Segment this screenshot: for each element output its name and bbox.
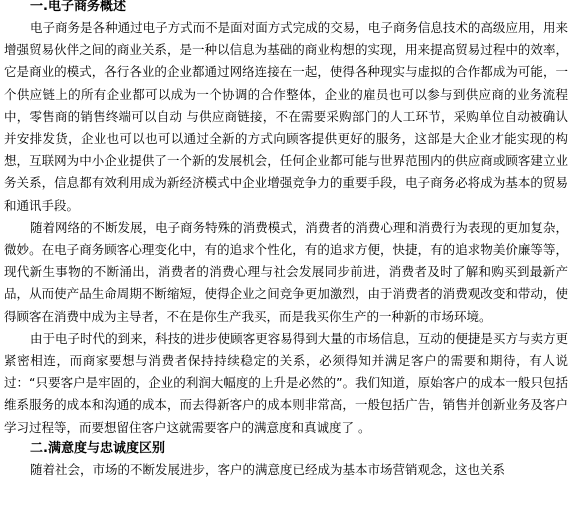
paragraph-customer-retention: 由于电子时代的到来，科技的进步使顾客更容易得到大量的市场信息，互动的便捷是买方与卖方更紧密相连，而商家要想与消费者保持持续稳定的关系，必须得知并满足客户的需要和期待，有人说过：“只要客户是牢固的，企业的利润大幅度的上升是必然的”。我们知道，原始客户的成本一般只包括维系服务的成本和沟通的成本，而去得新客户的成本则非常高，一般包括广告，销售并创新业务及客户学习过程等，而要想留住客户这就需要客户的满意度和真诚度了 。 xyxy=(4,330,568,435)
paragraph-ecommerce-definition: 电子商务是各种通过电子方式而不是面对面方式完成的交易，电子商务信息技术的高级应用，用来增强贸易伙伴之间的商业关系，是一种以信息为基础的商业构想的实现，用来提高贸易过程中的效率，它是商业的模式，各行各业的企业都通过网络连接在一起，使得各种现实与虚拟的合作都成为可能，一个供应链上的所有企业都可以成为一个协调的合作整体，企业的雇员也可以参与到供应商的业务流程中，零售商的销售终端可以自动 与供应商链接，不在需要采购部门的人工环节，采购单位自动被确认并安排发货，企业也可以也可以通过全新的方式向顾客提供更好的服务，这部是大企业才能实现的构想，互联网为中小企业提供了一个新的发展机会，任何企业都可能与世界范围内的供应商或顾客建立业务关系，信息都有效利用成为新经济模式中企业增强竞争力的重要手段，电子商务必将成为基本的贸易和通讯手段。 xyxy=(4,20,568,213)
paragraph-consumer-behavior: 随着网络的不断发展，电子商务特殊的消费模式，消费者的消费心理和消费行为表现的更加复杂，微妙。在电子商务顾客心理变化中，有的追求个性化，有的追求方便，快捷，有的追求物美价廉等等，现代新生事物的不断涌出，消费者的消费心理与社会发展同步前进，消费者及时了解和购买到最新产品，从而使产品生命周期不断缩短，使得企业之间竞争更加激烈，由于消费者的消费观改变和带动，使得顾客在消费中成为主导者，不在是你生产我买，而是我买你生产的一种新的市场环境。 xyxy=(4,219,568,324)
paragraph-satisfaction-intro: 随着社会，市场的不断发展进步，客户的满意度已经成为基本市场营销观念，这也关系 xyxy=(30,461,506,477)
section-heading-satisfaction-loyalty: 二.满意度与忠诚度区别 xyxy=(30,440,165,456)
section-heading-overview: 一.电子商务概述 xyxy=(30,0,126,14)
